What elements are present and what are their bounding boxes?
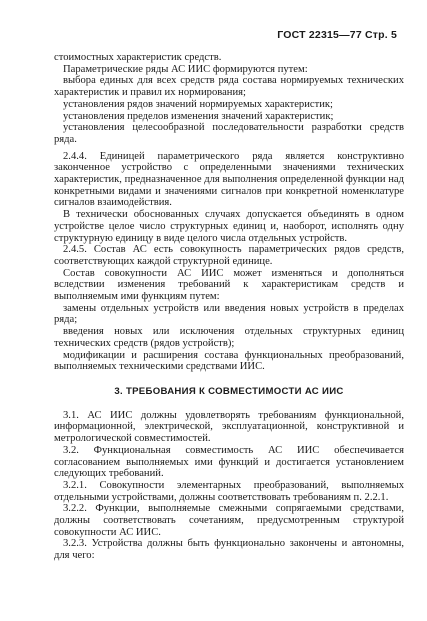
clause-3-1: 3.1. АС ИИС должны удовлетворять требованиям функциональной, информационной, электрической, эксплуатационной, конструктивной и метрологической совместимостей.: [54, 409, 404, 445]
list-item: введения новых или исключения отдельных структурных единиц технических средств (рядов устройств);: [54, 326, 404, 349]
clause-3-2-3: 3.2.3. Устройства должны быть функционально закончены и автономны, для чего:: [54, 538, 404, 562]
paragraph: В технически обоснованных случаях допускается объединять в одном устройстве целое число структурных единиц и, наоборот, исполнять одну структурную единицу в виде целого числа отдельных устройств.: [54, 209, 404, 244]
list-item: установления пределов изменения значений характеристик;: [63, 110, 334, 122]
paragraph: Состав совокупности АС ИИС может изменяться и дополняться вследствии изменения требований к характеристикам средств и выполняемым ими функциям путем:: [54, 267, 404, 303]
list-item: установления целесообразной последовательности разработки средств ряда.: [54, 122, 404, 145]
page-body: [54, 52, 404, 562]
clause-2-4-4: 2.4.4. Единицей параметрического ряда является конструктивно законченное устройство с определенными значениями технических характеристик, предназначенное для выполнения определенной функции над конкретными видами и значениями сигналов при конкретной номенклатуре сигналов взаимодействия.: [54, 150, 404, 209]
clause-2-4-5: 2.4.5. Состав АС есть совокупность параметрических рядов средств, соответствующих каждой структурной единице.: [54, 244, 404, 267]
list-item: модификации и расширения состава функциональных преобразований, выполняемых техническими средствами ИИС.: [54, 349, 404, 373]
list-item: замены отдельных устройств или введения новых устройств в пределах ряда;: [54, 302, 404, 326]
clause-3-2-1: 3.2.1. Совокупности элементарных преобразований, выполняемых отдельными устройствами, должны соответствовать требованиям п. 2.2.1.: [54, 479, 404, 503]
clause-3-2: 3.2. Функциональная совместимость АС ИИС обеспечивается согласованием выполняемых ими функций и достигается установлением следующих требований.: [54, 444, 404, 480]
list-item: выбора единых для всех средств ряда состава нормируемых технических характеристик и правил их нормирования;: [54, 75, 404, 99]
page-header: ГОСТ 22315—77 Стр. 5: [277, 29, 397, 41]
section-title: 3. ТРЕБОВАНИЯ К СОВМЕСТИМОСТИ АС ИИС: [114, 385, 344, 397]
clause-3-2-2: 3.2.2. Функции, выполняемые смежными сопрягаемыми средствами, должны соответствовать сочетаниям, предусмотренным структурой совокупности АС ИИС.: [54, 503, 404, 538]
paragraph: стоимостных характеристик средств.: [54, 52, 222, 63]
list-item: установления рядов значений нормируемых характеристик;: [63, 98, 333, 110]
paragraph: Параметрические ряды АС ИИС формируются путем:: [63, 63, 308, 75]
